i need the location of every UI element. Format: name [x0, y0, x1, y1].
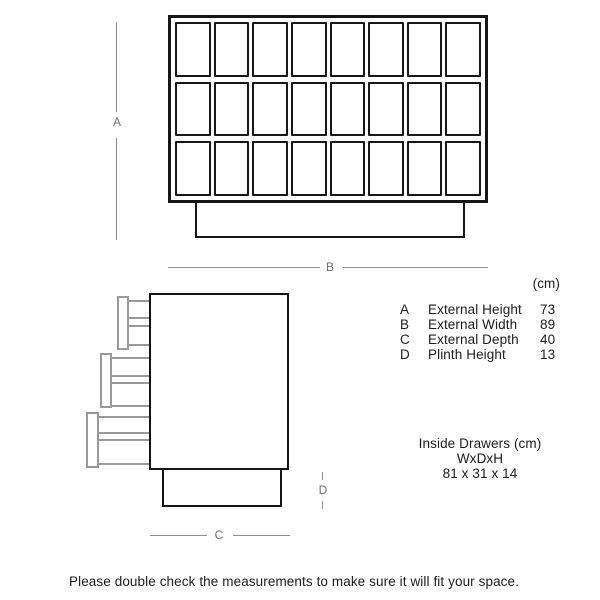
- dim-d-tick-top: [322, 472, 323, 480]
- inside-drawers-format: WxDxH: [456, 451, 504, 466]
- dim-b-line-left: [168, 267, 320, 268]
- front-drawer-cell: [252, 82, 288, 137]
- measurement-value: 13: [540, 347, 556, 362]
- side-view-plinth: [162, 470, 282, 507]
- front-drawer-cell: [368, 22, 404, 77]
- front-drawer-cell: [214, 82, 250, 137]
- front-drawer-cell: [291, 141, 327, 196]
- measurement-row: [400, 332, 560, 347]
- dim-c-line-right: [233, 535, 290, 536]
- front-drawer-cell: [445, 22, 481, 77]
- measurement-key: D: [400, 347, 410, 362]
- front-drawer-cell: [252, 22, 288, 77]
- measurement-value: 89: [540, 317, 556, 332]
- front-drawer-cell: [291, 82, 327, 137]
- measurements-table: [400, 276, 560, 362]
- dim-d-tick-bottom: [322, 501, 323, 509]
- side-drawer-middle: [100, 353, 153, 408]
- front-drawer-cell: [330, 22, 366, 77]
- measurement-key: A: [400, 302, 410, 317]
- dim-a-label: A: [112, 115, 121, 129]
- front-view-plinth: [195, 203, 465, 238]
- measurement-row: [400, 317, 560, 332]
- drawer-rail: [111, 375, 153, 377]
- drawer-rail: [98, 463, 153, 465]
- measurement-row: [400, 302, 560, 317]
- footer-note: Please double check the measurements to make sure it will fit your space.: [68, 574, 519, 589]
- front-drawer-cell: [175, 82, 211, 137]
- measurement-key: B: [400, 317, 410, 332]
- front-drawer-cell: [445, 82, 481, 137]
- dim-a-line-upper: [116, 22, 117, 112]
- front-view-frame: [168, 15, 488, 203]
- measurement-label: Plinth Height: [428, 347, 506, 362]
- measurement-label: External Height: [428, 302, 522, 317]
- drawer-front-panel: [100, 353, 112, 408]
- drawer-front-panel: [117, 296, 129, 350]
- measurement-label: External Width: [428, 317, 518, 332]
- measurement-value: 73: [540, 302, 556, 317]
- side-view-cabinet: [149, 293, 289, 470]
- front-drawer-cell: [214, 141, 250, 196]
- measurement-row: [400, 347, 560, 362]
- unit-header: (cm): [532, 276, 560, 291]
- measurement-value: 40: [540, 332, 556, 347]
- front-drawer-cell: [407, 22, 443, 77]
- inside-drawers-info: [400, 436, 560, 481]
- drawer-rail: [98, 416, 153, 418]
- inside-drawers-title: Inside Drawers (cm): [418, 436, 542, 451]
- dim-c-line-left: [150, 535, 207, 536]
- measurement-key: C: [400, 332, 410, 347]
- front-drawer-cell: [175, 22, 211, 77]
- drawer-rail: [111, 405, 153, 407]
- front-drawer-cell: [407, 141, 443, 196]
- front-drawer-cell: [407, 82, 443, 137]
- front-drawer-cell: [368, 82, 404, 137]
- front-drawer-cell: [175, 141, 211, 196]
- front-drawer-cell: [330, 141, 366, 196]
- drawer-rail: [98, 432, 153, 434]
- drawer-rail: [111, 382, 153, 384]
- dim-b-label: B: [325, 260, 334, 274]
- dim-d-label: D: [318, 483, 328, 497]
- measurement-label: External Depth: [428, 332, 519, 347]
- front-drawer-cell: [330, 82, 366, 137]
- front-drawer-grid: [171, 18, 485, 200]
- side-drawer-top: [117, 296, 153, 351]
- front-drawer-cell: [445, 141, 481, 196]
- dim-a-line-lower: [116, 138, 117, 240]
- front-drawer-cell: [252, 141, 288, 196]
- inside-drawers-value: 81 x 31 x 14: [442, 466, 518, 481]
- dim-c-label: C: [214, 528, 224, 542]
- front-drawer-cell: [291, 22, 327, 77]
- drawer-rail: [111, 357, 153, 359]
- drawer-rail: [98, 439, 153, 441]
- side-drawer-bottom: [86, 412, 153, 468]
- front-drawer-cell: [368, 141, 404, 196]
- front-drawer-cell: [214, 22, 250, 77]
- dim-b-line-right: [343, 267, 488, 268]
